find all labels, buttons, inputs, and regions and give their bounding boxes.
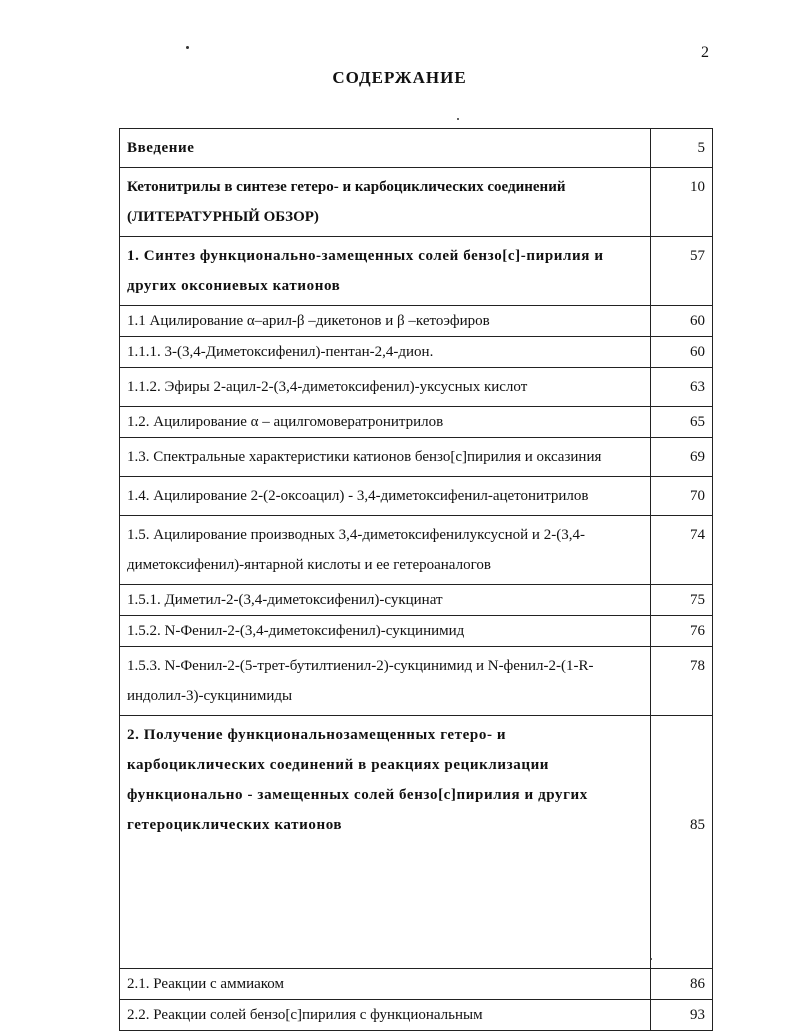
toc-entry-title: 1.1.1. 3-(3,4-Диметоксифенил)-пентан-2,4-дион. [120,337,651,368]
toc-row [120,716,713,969]
toc-entry-page: 75 [651,585,713,616]
toc-row [120,168,713,237]
toc-entry-page: 93 [651,1000,713,1031]
toc-entry-title: 1.5.2. N-Фенил-2-(3,4-диметоксифенил)-сукцинимид [120,616,651,647]
toc-entry-title: 2.2. Реакции солей бензо[c]пирилия с функциональным [120,1000,651,1031]
page-number: 2 [701,44,709,61]
toc-row [120,477,713,516]
toc-entry-title: 2.1. Реакции с аммиаком [120,969,651,1000]
toc-entry-title: 1.4. Ацилирование 2-(2-оксоацил) - 3,4-диметоксифенил-ацетонитрилов [120,477,651,516]
toc-entry-title: 2. Получение функциональнозамещенных гетеро- и карбоциклических соединений в реакциях рециклизации функционально - замещенных солей бензо[c]пирилия и других гетероциклических катионов [120,716,651,969]
toc-entry-title: Кетонитрилы в синтезе гетеро- и карбоциклических соединений (ЛИТЕРАТУРНЫЙ ОБЗОР) [120,168,651,237]
table-of-contents [119,128,713,1031]
toc-entry-page: 60 [651,337,713,368]
toc-row [120,306,713,337]
toc-entry-page: 70 [651,477,713,516]
toc-row [120,438,713,477]
scan-speck [457,118,459,120]
document-title: СОДЕРЖАНИЕ [332,68,467,87]
toc-entry-title: 1.3. Спектральные характеристики катионов бензо[c]пирилия и оксазиния [120,438,651,477]
toc-entry-title: 1.5.3. N-Фенил-2-(5-трет-бутилтиенил-2)-сукцинимид и N-фенил-2-(1-R-индолил-3)-сукцинимиды [120,647,651,716]
toc-row [120,585,713,616]
toc-entry-title: 1.1 Ацилирование α–арил-β –дикетонов и β –кетоэфиров [120,306,651,337]
toc-entry-page: 69 [651,438,713,477]
toc-row [120,129,713,168]
toc-entry-page: 65 [651,407,713,438]
toc-entry-page: 85 [651,716,713,969]
toc-row [120,647,713,716]
toc-row [120,969,713,1000]
toc-row [120,1000,713,1031]
toc-entry-page: 76 [651,616,713,647]
toc-row [120,516,713,585]
toc-entry-page: 86 [651,969,713,1000]
toc-entry-title: 1.2. Ацилирование α – ацилгомовератронитрилов [120,407,651,438]
toc-entry-page: 57 [651,237,713,306]
toc-entry-title: Введение [120,129,651,168]
toc-row [120,407,713,438]
toc-row [120,368,713,407]
toc-entry-title: 1.1.2. Эфиры 2-ацил-2-(3,4-диметоксифенил)-уксусных кислот [120,368,651,407]
toc-entry-page: 63 [651,368,713,407]
toc-entry-page: 5 [651,129,713,168]
toc-entry-page: 60 [651,306,713,337]
toc-row [120,616,713,647]
toc-entry-title: 1.5. Ацилирование производных 3,4-диметоксифенилуксусной и 2-(3,4-диметоксифенил)-янтарной кислоты и ее гетероаналогов [120,516,651,585]
toc-row [120,237,713,306]
scan-speck [186,46,189,49]
toc-entry-page: 10 [651,168,713,237]
toc-entry-title: 1.5.1. Диметил-2-(3,4-диметоксифенил)-сукцинат [120,585,651,616]
toc-entry-title: 1. Синтез функционально-замещенных солей бензо[c]-пирилия и других оксониевых катионов [120,237,651,306]
toc-entry-page: 78 [651,647,713,716]
toc-row [120,337,713,368]
toc-entry-page: 74 [651,516,713,585]
scan-speck [650,958,652,960]
